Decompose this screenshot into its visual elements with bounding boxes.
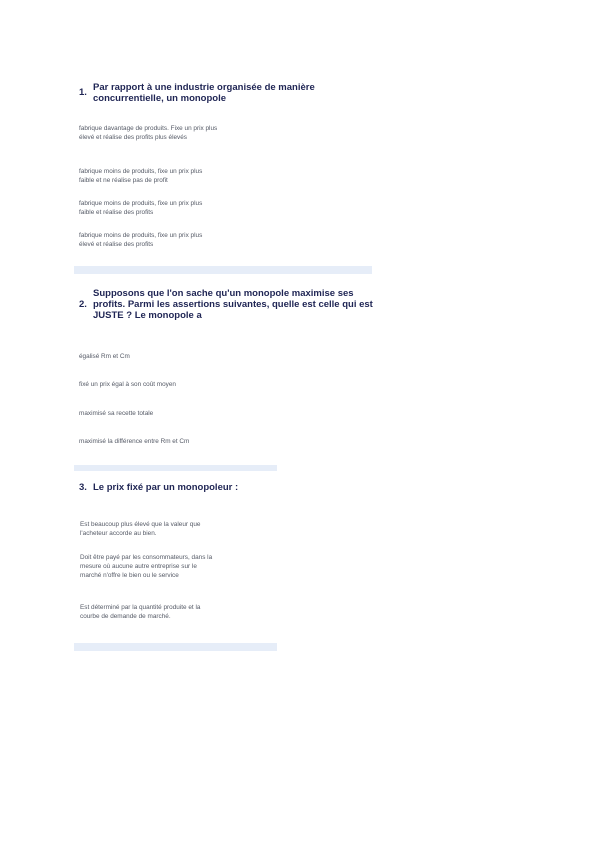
question-title: Par rapport à une industrie organisée de manière concurrentielle, un monopole [93, 82, 315, 104]
answer-option[interactable]: maximisé sa recette totale [79, 410, 154, 417]
answer-option[interactable]: égalisé Rm et Cm [79, 353, 130, 360]
answer-option[interactable]: fabrique moins de produits, fixe un prix plus faible et réalise des profits [79, 200, 203, 216]
question-title: Supposons que l'on sache qu'un monopole maximise ses profits. Parmi les assertions suivantes, quelle est celle qui est JUSTE ? Le monopole a [93, 288, 373, 321]
answer-option[interactable]: Est beaucoup plus élevé que la valeur que l'acheteur accorde au bien. [80, 521, 201, 537]
question-number: 3. [79, 482, 87, 493]
answer-option[interactable]: Doit être payé par les consommateurs, dans la mesure où aucune autre entreprise sur le marché n'offre le bien ou le service [80, 554, 213, 579]
answer-option[interactable]: fabrique moins de produits, fixe un prix plus faible et ne réalise pas de profit [79, 168, 203, 184]
answer-option[interactable]: Est déterminé par la quantité produite et la courbe de demande de marché. [80, 604, 201, 620]
answer-option[interactable]: fabrique moins de produits, fixe un prix plus élevé et réalise des profits [79, 232, 203, 248]
section-divider [74, 465, 277, 471]
answer-option[interactable]: fabrique davantage de produits. Fixe un prix plus élevé et réalise des profits plus élevés [79, 125, 218, 141]
question-number: 1. [79, 87, 87, 98]
section-divider [74, 643, 277, 651]
answer-option[interactable]: fixé un prix égal à son coût moyen [79, 381, 176, 388]
section-divider [74, 266, 372, 274]
answer-option[interactable]: maximisé la différence entre Rm et Cm [79, 438, 190, 445]
question-title: Le prix fixé par un monopoleur : [93, 482, 239, 493]
question-number: 2. [79, 299, 87, 310]
